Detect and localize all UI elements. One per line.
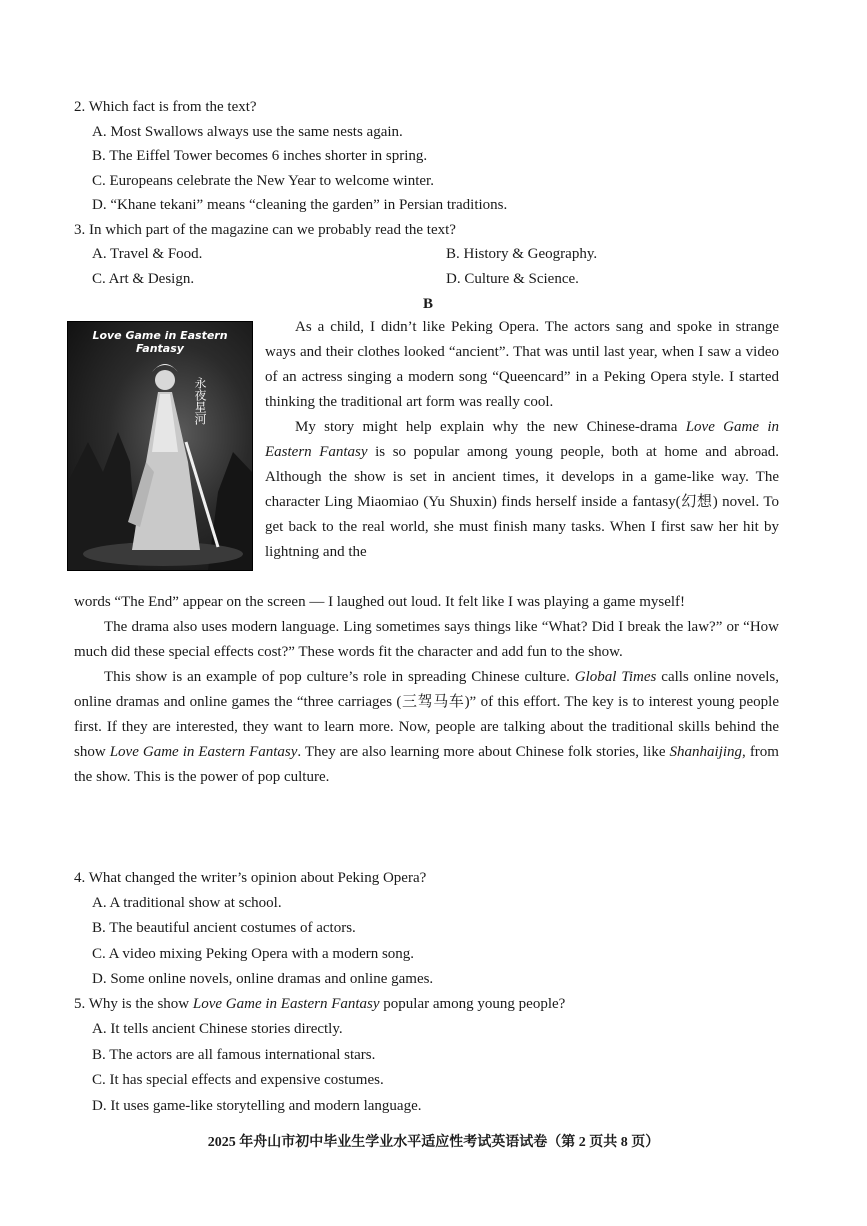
- question-3-option-c: C. Art & Design.: [92, 271, 195, 287]
- question-5-option-b: B. The actors are all famous international stars.: [92, 1047, 376, 1063]
- question-3-option-a: A. Travel & Food.: [92, 246, 203, 262]
- question-5-drama-title: Love Game in Eastern Fantasy: [192, 996, 380, 1012]
- question-4-option-c: C. A video mixing Peking Opera with a modern song.: [92, 946, 415, 962]
- passage-paragraph-1-2: [265, 315, 779, 565]
- question-3-option-b: B. History & Geography.: [446, 246, 598, 262]
- question-2-stem: 2. Which fact is from the text?: [74, 99, 257, 115]
- section-b-heading: B: [423, 296, 434, 312]
- question-4-option-d: D. Some online novels, online dramas and online games.: [92, 971, 434, 987]
- book-name: Shanhaijing: [669, 744, 743, 760]
- paragraph-4-text-c: . They are also learning more about Chinese folk stories, like: [297, 744, 670, 760]
- passage-paragraph-2: [265, 415, 779, 565]
- question-2-option-d: D. “Khane tekani” means “cleaning the garden” in Persian traditions.: [92, 197, 508, 213]
- newspaper-name: Global Times: [574, 669, 657, 685]
- drama-title-2: Love Game in Eastern Fantasy: [109, 744, 298, 760]
- passage-paragraph-1: As a child, I didn’t like Peking Opera. The actors sang and spoke in strange ways and their clothes looked “ancient”. That was until last year, when I saw a video of an actress singing a modern song “Queencard” in a Peking Opera style. I started thinking the traditional art form was really cool.: [265, 319, 779, 410]
- drama-title: Love Game in Eastern Fantasy: [265, 419, 780, 460]
- question-3-option-d: D. Culture & Science.: [446, 271, 579, 287]
- passage-paragraph-3: The drama also uses modern language. Ling sometimes says things like “What? Did I break the law?” or “How much did these special effects cost?” These words fit the character and add fun to the show.: [74, 619, 779, 660]
- question-4-option-b: B. The beautiful ancient costumes of actors.: [92, 920, 356, 936]
- question-5-stem: [74, 994, 565, 1014]
- question-3-stem: 3. In which part of the magazine can we probably read the text?: [74, 222, 456, 238]
- page-footer: 2025 年舟山市初中毕业生学业水平适应性考试英语试卷（第 2 页共 8 页）: [207, 1135, 660, 1150]
- opera-figure-illustration: [68, 322, 252, 570]
- question-2-option-a: A. Most Swallows always use the same nests again.: [92, 124, 403, 140]
- question-5-stem-a: 5. Why is the show: [74, 996, 193, 1012]
- passage-paragraph-2-continued: words “The End” appear on the screen — I laughed out loud. It felt like I was playing a game myself!: [74, 594, 686, 610]
- question-5-option-a: A. It tells ancient Chinese stories directly.: [92, 1021, 343, 1037]
- paragraph-4-text-d: , from the show. This is the power of pop culture.: [74, 744, 779, 785]
- poster-chinese-title: 永夜星河: [193, 377, 207, 425]
- question-2-option-c: C. Europeans celebrate the New Year to welcome winter.: [92, 173, 434, 189]
- question-5-option-d: D. It uses game-like storytelling and modern language.: [92, 1098, 422, 1114]
- paragraph-2-text-a: My story might help explain why the new Chinese-drama: [295, 419, 686, 435]
- question-5-option-c: C. It has special effects and expensive costumes.: [92, 1072, 384, 1088]
- paragraph-4-text-b: calls online novels, online dramas and online games the “three carriages (三驾马车)” of this effort. The key is to interest young people first. If they are interested, they want to learn more. Now, people are talking about the traditional skills behind the show: [74, 669, 779, 760]
- paragraph-2-text-b: is so popular among young people, both at home and abroad. Although the show is set in ancient times, it develops in a game-like way. The character Ling Miaomiao (Yu Shuxin) finds herself inside a fantasy(幻想) novel. To get back to the real world, she must finish many tasks. When I first saw her hit by lightning and the: [265, 444, 779, 560]
- poster-title: Love Game in Eastern Fantasy: [92, 329, 228, 355]
- question-4-stem: 4. What changed the writer’s opinion about Peking Opera?: [74, 870, 427, 886]
- passage-full-width: [74, 590, 779, 790]
- question-4-option-a: A. A traditional show at school.: [92, 895, 282, 911]
- drama-poster-image: [67, 321, 253, 571]
- paragraph-4-text-a: This show is an example of pop culture’s role in spreading Chinese culture.: [104, 669, 575, 685]
- question-2-option-b: B. The Eiffel Tower becomes 6 inches shorter in spring.: [92, 148, 428, 164]
- question-5-stem-b: popular among young people?: [379, 996, 566, 1012]
- passage-paragraph-4: [74, 665, 779, 790]
